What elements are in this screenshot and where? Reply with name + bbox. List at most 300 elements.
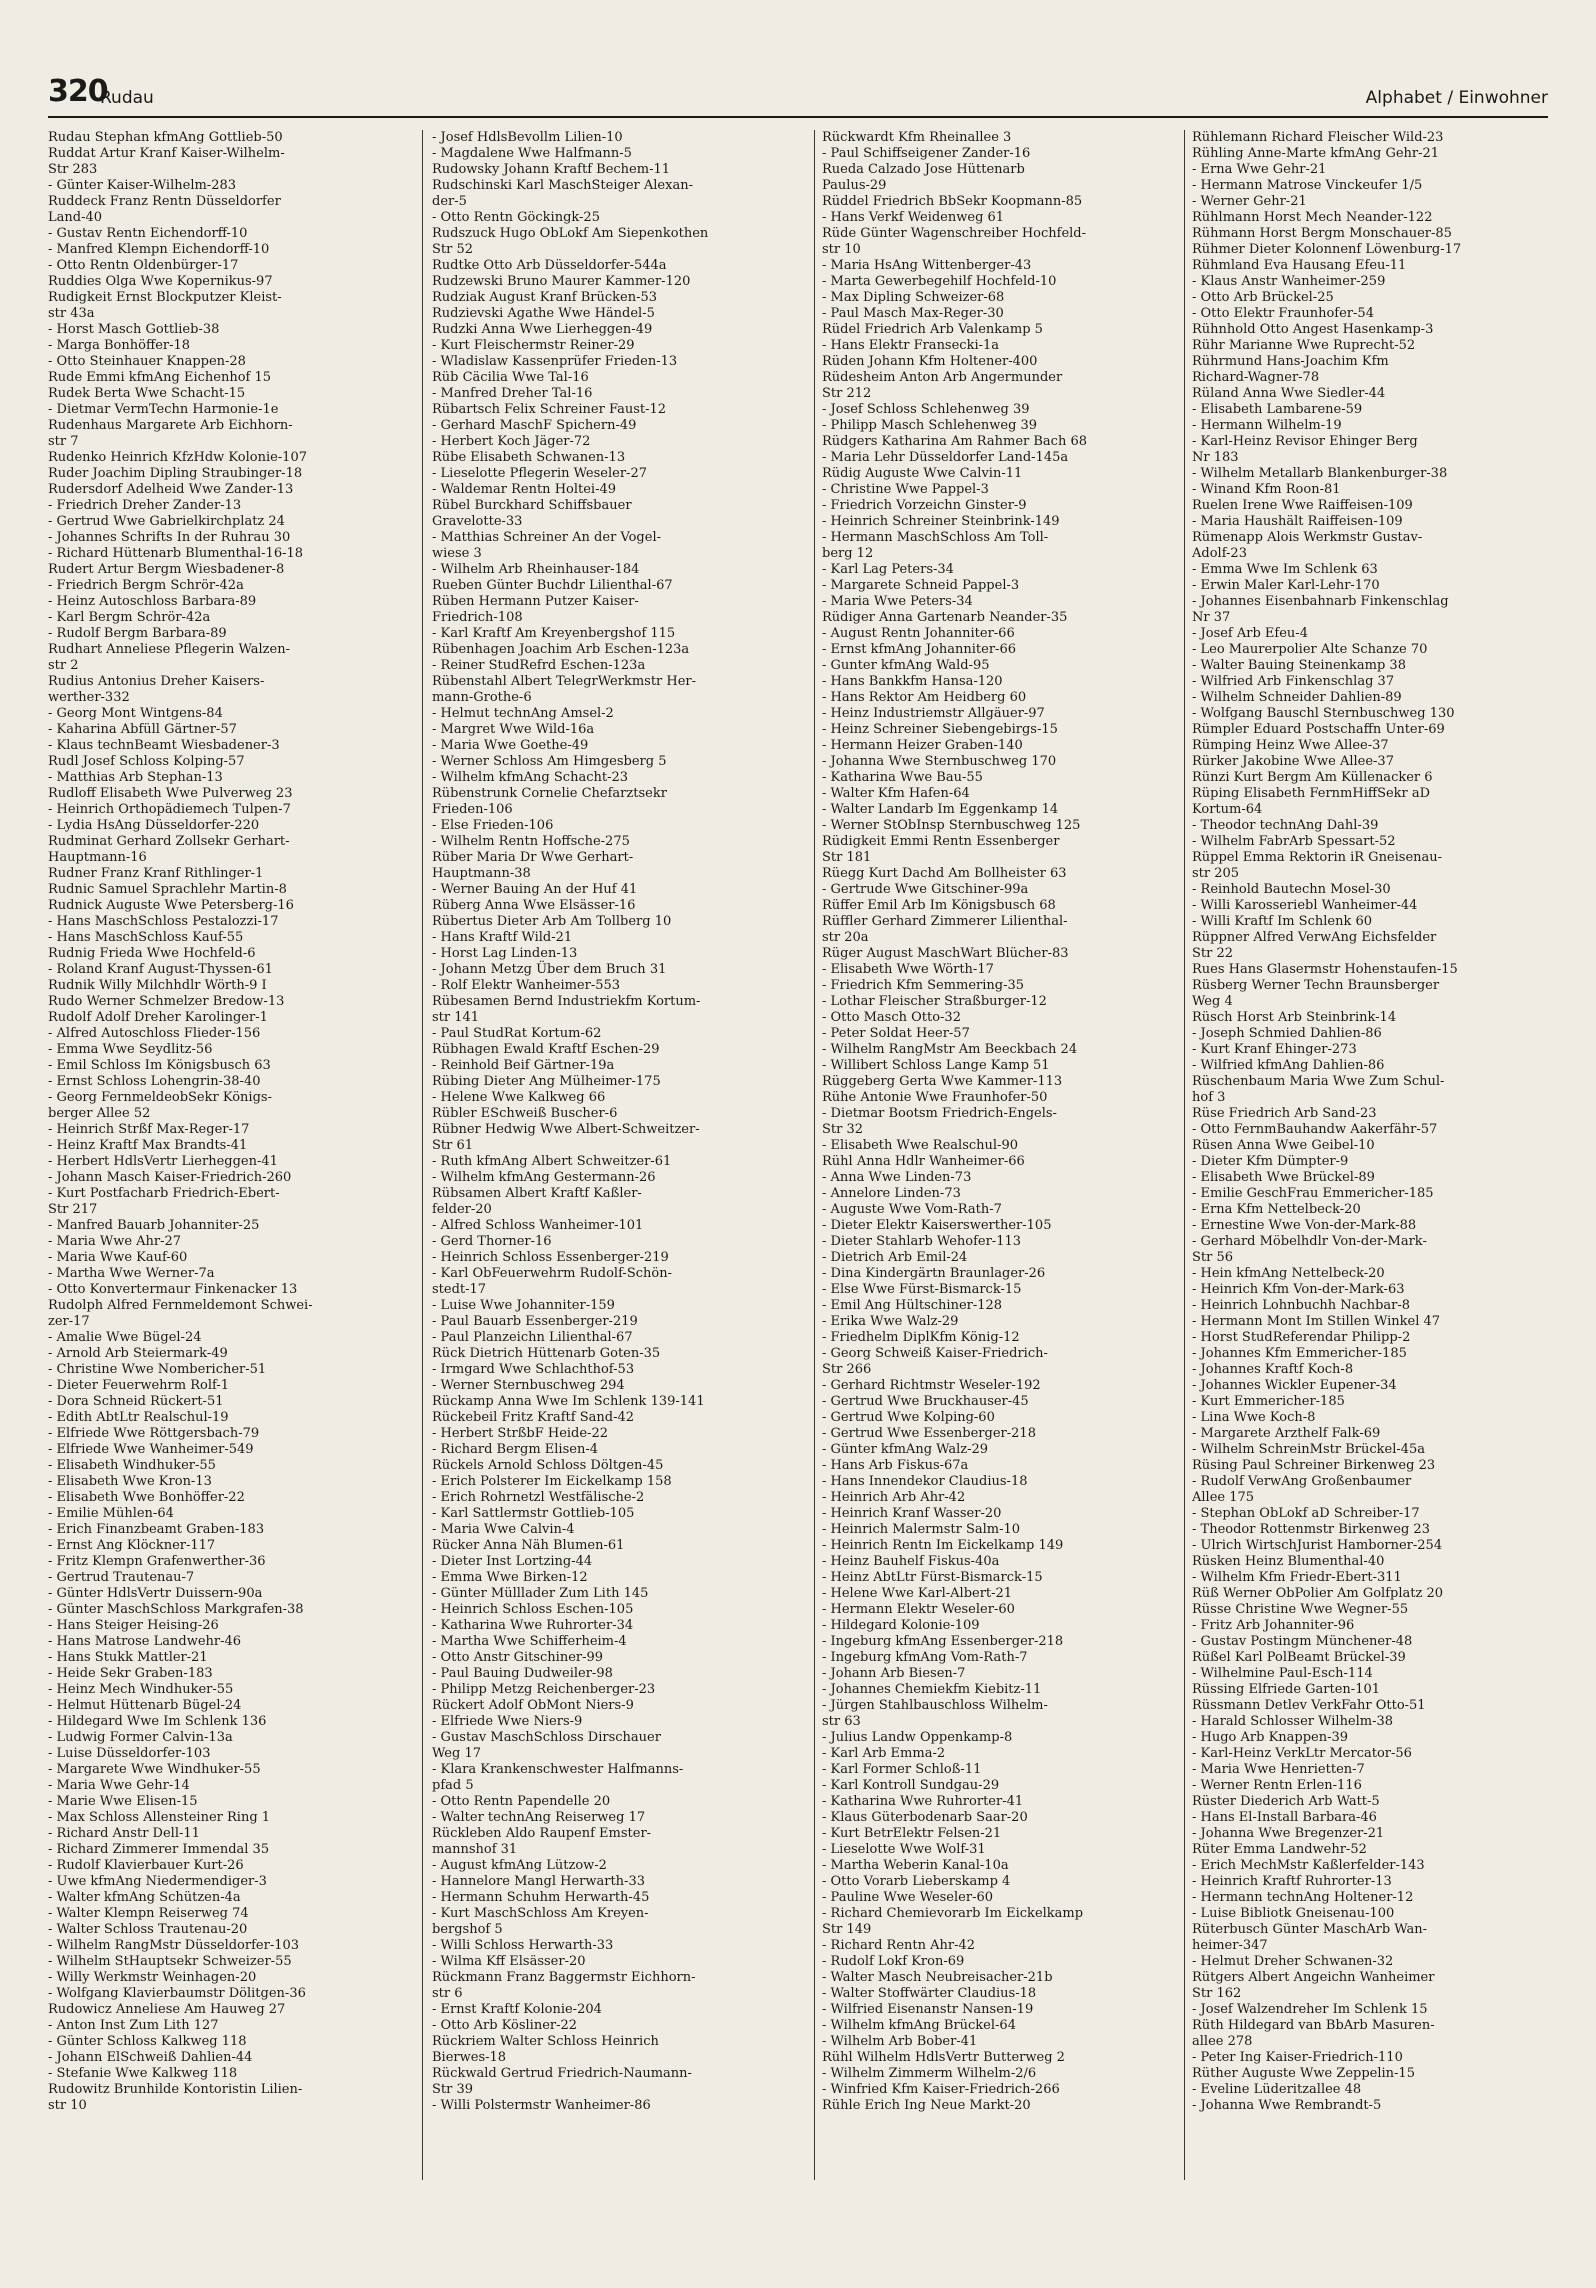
directory-entry: - Erich Polsterer Im Eickelkamp 158 (432, 1474, 672, 1489)
directory-entry: Rüger August MaschWart Blücher-83 (822, 946, 1069, 961)
directory-entry: - Wilhelm Zimmerm Wilhelm-2/6 (822, 2066, 1037, 2081)
directory-entry: Rückamp Anna Wwe Im Schlenk 139-141 (432, 1394, 705, 1409)
directory-entry: - Emma Wwe Seydlitz-56 (48, 1042, 213, 1057)
directory-entry: Rudnic Samuel Sprachlehr Martin-8 (48, 882, 287, 897)
directory-entry: Kortum-64 (1192, 802, 1263, 817)
directory-entry: - Erika Wwe Walz-29 (822, 1314, 959, 1329)
directory-entry: - Theodor technAng Dahl-39 (1192, 818, 1379, 833)
directory-entry: - Klara Krankenschwester Halfmanns- (432, 1762, 684, 1777)
directory-entry: - Gertrude Wwe Gitschiner-99a (822, 882, 1029, 897)
directory-entry: Rüdiger Anna Gartenarb Neander-35 (822, 610, 1068, 625)
directory-entry: - Wilhelmine Paul-Esch-114 (1192, 1666, 1373, 1681)
directory-entry: - Ingeburg kfmAng Vom-Rath-7 (822, 1650, 1028, 1665)
directory-entry: - Hans Bankkfm Hansa-120 (822, 674, 1003, 689)
directory-entry: - Matthias Schreiner An der Vogel- (432, 530, 661, 545)
directory-entry: - Maria Lehr Düsseldorfer Land-145a (822, 450, 1069, 465)
directory-entry: Paulus-29 (822, 178, 887, 193)
directory-entry: - Rudolf Lokf Kron-69 (822, 1954, 965, 1969)
directory-entry: - Walter kfmAng Schützen-4a (48, 1890, 241, 1905)
directory-entry: werther-332 (48, 690, 130, 705)
directory-entry: - Hugo Arb Knappen-39 (1192, 1730, 1349, 1745)
directory-entry: Allee 175 (1192, 1490, 1255, 1505)
directory-entry: Rüping Elisabeth FernmHiffSekr aD (1192, 786, 1431, 801)
directory-entry: Rürker Jakobine Wwe Allee-37 (1192, 754, 1394, 769)
directory-entry: - Dieter Stahlarb Wehofer-113 (822, 1234, 1022, 1249)
directory-entry: - Kurt BetrElektr Felsen-21 (822, 1826, 1002, 1841)
directory-entry: Rudnick Auguste Wwe Petersberg-16 (48, 898, 294, 913)
directory-entry: Rudersdorf Adelheid Wwe Zander-13 (48, 482, 294, 497)
directory-entry: - Friedrich Kfm Semmering-35 (822, 978, 1025, 993)
directory-entry: - Maria Wwe Gehr-14 (48, 1778, 190, 1793)
directory-entry: Rudenhaus Margarete Arb Eichhorn- (48, 418, 293, 433)
directory-entry: - Ingeburg kfmAng Essenberger-218 (822, 1634, 1064, 1649)
directory-entry: str 10 (822, 242, 861, 257)
directory-entry: - Gerhard Richtmstr Weseler-192 (822, 1378, 1041, 1393)
directory-entry: Rütgers Albert Angeichn Wanheimer (1192, 1970, 1435, 1985)
directory-entry: Rüffer Emil Arb Im Königsbusch 68 (822, 898, 1056, 913)
directory-entry: - Manfred Klempn Eichendorff-10 (48, 242, 270, 257)
directory-entry: - Herbert Koch Jäger-72 (432, 434, 591, 449)
directory-entry: str 6 (432, 1986, 463, 2001)
directory-entry: Rudert Artur Bergm Wiesbadener-8 (48, 562, 285, 577)
directory-entry: - Ulrich WirtschJurist Hamborner-254 (1192, 1538, 1443, 1553)
directory-entry: - Hein kfmAng Nettelbeck-20 (1192, 1266, 1385, 1281)
directory-entry: - Winand Kfm Roon-81 (1192, 482, 1341, 497)
directory-entry: - Philipp Metzg Reichenberger-23 (432, 1682, 656, 1697)
directory-entry: Rudowsky Johann Kraftf Bechem-11 (432, 162, 671, 177)
directory-entry: Str 22 (1192, 946, 1234, 961)
directory-entry: Rühl Wilhelm HdlsVertr Butterweg 2 (822, 2050, 1065, 2065)
directory-entry: - Klaus Anstr Wanheimer-259 (1192, 274, 1386, 289)
directory-entry: Rüster Diederich Arb Watt-5 (1192, 1794, 1380, 1809)
directory-entry: - Wolfgang Bauschl Sternbuschweg 130 (1192, 706, 1455, 721)
directory-entry: - Maria Wwe Kauf-60 (48, 1250, 188, 1265)
directory-entry: - Gerd Thorner-16 (432, 1234, 552, 1249)
directory-entry: - Heinrich Kraftf Ruhrorter-13 (1192, 1874, 1392, 1889)
directory-entry: - Reinhold Bautechn Mosel-30 (1192, 882, 1391, 897)
directory-entry: - Dieter Elektr Kaiserswerther-105 (822, 1218, 1052, 1233)
column-3 (822, 130, 1172, 2180)
directory-entry: Rückriem Walter Schloss Heinrich (432, 2034, 659, 2049)
directory-entry: - Otto Steinhauer Knappen-28 (48, 354, 246, 369)
directory-entry: - Emilie Mühlen-64 (48, 1506, 174, 1521)
directory-entry: - Wilfried kfmAng Dahlien-86 (1192, 1058, 1385, 1073)
directory-entry: - Erna Kfm Nettelbeck-20 (1192, 1202, 1361, 1217)
directory-entry: Nr 37 (1192, 610, 1231, 625)
directory-entry: - Werner Gehr-21 (1192, 194, 1307, 209)
directory-entry: - Heinrich Rentn Im Eickelkamp 149 (822, 1538, 1064, 1553)
directory-entry: - Kurt Fleischermstr Reiner-29 (432, 338, 635, 353)
directory-entry: - Emil Schloss Im Königsbusch 63 (48, 1058, 271, 1073)
directory-entry: - Walter Kfm Hafen-64 (822, 786, 970, 801)
directory-entry: - Dina Kindergärtn Braunlager-26 (822, 1266, 1046, 1281)
directory-entry: - Heinz AbtLtr Fürst-Bismarck-15 (822, 1570, 1043, 1585)
column-divider (422, 130, 423, 2180)
directory-entry: - Wolfgang Klavierbaumstr Dölitgen-36 (48, 1986, 306, 2001)
directory-entry: Rümping Heinz Wwe Allee-37 (1192, 738, 1389, 753)
directory-entry: - Max Dipling Schweizer-68 (822, 290, 1005, 305)
directory-entry: Richard-Wagner-78 (1192, 370, 1320, 385)
directory-entry: Rüppel Emma Rektorin iR Gneisenau- (1192, 850, 1443, 865)
directory-entry: - Wilfried Eisenanstr Nansen-19 (822, 2002, 1034, 2017)
directory-entry: - Werner Sternbuschweg 294 (432, 1378, 625, 1393)
directory-entry: - Friedrich Bergm Schrör-42a (48, 578, 244, 593)
directory-entry: - Ernst Kraftf Kolonie-204 (432, 2002, 602, 2017)
directory-entry: der-5 (432, 194, 467, 209)
directory-entry: - Heide Sekr Graben-183 (48, 1666, 213, 1681)
directory-entry: - Katharina Wwe Ruhrorter-34 (432, 1618, 634, 1633)
directory-entry: - Paul Planzeichn Lilienthal-67 (432, 1330, 633, 1345)
directory-entry: Rückels Arnold Schloss Döltgen-45 (432, 1458, 664, 1473)
directory-entry: - Klaus technBeamt Wiesbadener-3 (48, 738, 280, 753)
directory-entry: - Johann Metzg Über dem Bruch 31 (432, 962, 667, 977)
directory-entry: - Margarete Schneid Pappel-3 (822, 578, 1020, 593)
directory-entry: - Rudolf Klavierbauer Kurt-26 (48, 1858, 244, 1873)
directory-entry: - Rolf Elektr Wanheimer-553 (432, 978, 621, 993)
directory-entry: - Maria Haushält Raiffeisen-109 (1192, 514, 1403, 529)
directory-entry: - Erich Finanzbeamt Graben-183 (48, 1522, 265, 1537)
directory-entry: berger Allee 52 (48, 1106, 151, 1121)
column-1 (48, 130, 398, 2180)
directory-entry: - Dietmar Bootsm Friedrich-Engels- (822, 1106, 1057, 1121)
directory-entry: - Helene Wwe Kalkweg 66 (432, 1090, 606, 1105)
directory-entry: - Helene Wwe Karl-Albert-21 (822, 1586, 1013, 1601)
directory-entry: Rüdigkeit Emmi Rentn Essenberger (822, 834, 1060, 849)
directory-entry: - Hermann Elektr Weseler-60 (822, 1602, 1015, 1617)
directory-entry: Rüschenbaum Maria Wwe Zum Schul- (1192, 1074, 1445, 1089)
directory-entry: - Günter kfmAng Walz-29 (822, 1442, 989, 1457)
directory-entry: Rudius Antonius Dreher Kaisers- (48, 674, 265, 689)
directory-entry: Rudschinski Karl MaschSteiger Alexan- (432, 178, 693, 193)
directory-entry: Rübe Elisabeth Schwanen-13 (432, 450, 626, 465)
directory-entry: Rudzievski Agathe Wwe Händel-5 (432, 306, 655, 321)
directory-entry: - Heinz Kraftf Max Brandts-41 (48, 1138, 248, 1153)
directory-entry: - Wilfried Arb Finkenschlag 37 (1192, 674, 1395, 689)
directory-entry: - Hans MaschSchloss Kauf-55 (48, 930, 244, 945)
directory-entry: - Dora Schneid Rückert-51 (48, 1394, 224, 1409)
directory-entry: Rückwald Gertrud Friedrich-Naumann- (432, 2066, 692, 2081)
directory-entry: - Else Frieden-106 (432, 818, 554, 833)
directory-entry: - Joseph Schmied Dahlien-86 (1192, 1026, 1382, 1041)
directory-entry: - Karl-Heinz VerkLtr Mercator-56 (1192, 1746, 1412, 1761)
directory-entry: Rüegg Kurt Dachd Am Bollheister 63 (822, 866, 1067, 881)
directory-entry: - Georg FernmeldeobSekr Königs- (48, 1090, 272, 1105)
directory-entry: Adolf-23 (1192, 546, 1247, 561)
directory-entry: Rüsch Horst Arb Steinbrink-14 (1192, 1010, 1397, 1025)
directory-entry: Rüsen Anna Wwe Geibel-10 (1192, 1138, 1375, 1153)
directory-entry: heimer-347 (1192, 1938, 1268, 1953)
directory-entry: - Uwe kfmAng Niedermendiger-3 (48, 1874, 267, 1889)
directory-entry: - Ernestine Wwe Von-der-Mark-88 (1192, 1218, 1417, 1233)
directory-entry: Rühmann Horst Bergm Monschauer-85 (1192, 226, 1452, 241)
directory-entry: - Waldemar Rentn Holtei-49 (432, 482, 617, 497)
directory-entry: - Wilhelm Rentn Hoffsche-275 (432, 834, 630, 849)
directory-entry: - Manfred Dreher Tal-16 (432, 386, 593, 401)
directory-entry: wiese 3 (432, 546, 482, 561)
directory-entry: - Lina Wwe Koch-8 (1192, 1410, 1316, 1425)
column-4 (1192, 130, 1542, 2180)
directory-entry: Weg 4 (1192, 994, 1233, 1009)
directory-entry: Rudminat Gerhard Zollsekr Gerhart- (48, 834, 290, 849)
directory-entry: Rübsamen Albert Kraftf Kaßler- (432, 1186, 642, 1201)
directory-entry: - Hans Kraftf Wild-21 (432, 930, 573, 945)
directory-entry: - Hans Steiger Heising-26 (48, 1618, 219, 1633)
directory-entry: - Emil Ang Hültschiner-128 (822, 1298, 1003, 1313)
directory-entry: - Amalie Wwe Bügel-24 (48, 1330, 202, 1345)
directory-entry: - Willi Schloss Herwarth-33 (432, 1938, 614, 1953)
directory-entry: - Karl-Heinz Revisor Ehinger Berg (1192, 434, 1418, 449)
directory-entry: - Karl Sattlermstr Gottlieb-105 (432, 1506, 635, 1521)
directory-entry: - Kurt MaschSchloss Am Kreyen- (432, 1906, 649, 1921)
directory-entry: - Josef Walzendreher Im Schlenk 15 (1192, 2002, 1428, 2017)
directory-entry: - Margarete Wwe Windhuker-55 (48, 1762, 261, 1777)
directory-entry: - Gustav MaschSchloss Dirschauer (432, 1730, 661, 1745)
directory-entry: - Johann Masch Kaiser-Friedrich-260 (48, 1170, 292, 1185)
directory-entry: - Ludwig Former Calvin-13a (48, 1730, 233, 1745)
directory-entry: - Maria Wwe Henrietten-7 (1192, 1762, 1365, 1777)
directory-entry: Rüdig Auguste Wwe Calvin-11 (822, 466, 1023, 481)
directory-entry: stedt-17 (432, 1282, 487, 1297)
column-divider (814, 130, 815, 2180)
directory-entry: str 63 (822, 1714, 861, 1729)
directory-entry: bergshof 5 (432, 1922, 503, 1937)
directory-entry: - Irmgard Wwe Schlachthof-53 (432, 1362, 635, 1377)
directory-entry: - Heinrich Arb Ahr-42 (822, 1490, 966, 1505)
directory-entry: - Willibert Schloss Lange Kamp 51 (822, 1058, 1050, 1073)
directory-entry: Rudszuck Hugo ObLokf Am Siepenkothen (432, 226, 709, 241)
directory-entry: - Heinrich Schloss Eschen-105 (432, 1602, 634, 1617)
directory-entry: Rudzewski Bruno Maurer Kammer-120 (432, 274, 691, 289)
directory-entry: - Walter Landarb Im Eggenkamp 14 (822, 802, 1059, 817)
directory-entry: Rude Emmi kfmAng Eichenhof 15 (48, 370, 272, 385)
directory-entry: - Fritz Klempn Grafenwerther-36 (48, 1554, 266, 1569)
directory-entry: - Else Wwe Fürst-Bismarck-15 (822, 1282, 1022, 1297)
directory-entry: Rüberg Anna Wwe Elsässer-16 (432, 898, 636, 913)
directory-entry: - Heinz Schreiner Siebengebirgs-15 (822, 722, 1058, 737)
directory-entry: - Hans Matrose Landwehr-46 (48, 1634, 242, 1649)
directory-entry: - Auguste Wwe Vom-Rath-7 (822, 1202, 1002, 1217)
directory-entry: - Elfriede Wwe Röttgersbach-79 (48, 1426, 260, 1441)
directory-entry: Rühmland Eva Hausang Efeu-11 (1192, 258, 1407, 273)
directory-entry: - Elisabeth Wwe Wörth-17 (822, 962, 994, 977)
directory-entry: Rüber Maria Dr Wwe Gerhart- (432, 850, 634, 865)
directory-entry: - Lieselotte Wwe Wolf-31 (822, 1842, 986, 1857)
directory-entry: - Maria Wwe Ahr-27 (48, 1234, 182, 1249)
directory-entry: - Johanna Wwe Rembrandt-5 (1192, 2098, 1382, 2113)
directory-entry: Rühl Anna Hdlr Wanheimer-66 (822, 1154, 1025, 1169)
directory-entry: Rüsing Paul Schreiner Birkenweg 23 (1192, 1458, 1436, 1473)
directory-entry: Rüter Emma Landwehr-52 (1192, 1842, 1367, 1857)
directory-entry: - Luise Bibliotk Gneisenau-100 (1192, 1906, 1395, 1921)
directory-entry: - Ernst kfmAng Johanniter-66 (822, 642, 1016, 657)
directory-entry: - Elisabeth Wwe Bonhöffer-22 (48, 1490, 245, 1505)
running-title: Alphabet / Einwohner (1365, 88, 1548, 108)
directory-entry: Rüben Hermann Putzer Kaiser- (432, 594, 639, 609)
directory-entry: - Hildegard Wwe Im Schlenk 136 (48, 1714, 267, 1729)
directory-entry: - Josef Schloss Schlehenweg 39 (822, 402, 1030, 417)
directory-entry: Str 212 (822, 386, 872, 401)
directory-entry: Ruddies Olga Wwe Kopernikus-97 (48, 274, 273, 289)
directory-entry: - Johannes Chemiekfm Kiebitz-11 (822, 1682, 1042, 1697)
directory-entry: - Otto Arb Kösliner-22 (432, 2018, 578, 2033)
directory-entry: - Johannes Kfm Emmericher-185 (1192, 1346, 1407, 1361)
directory-entry: - Eveline Lüderitzallee 48 (1192, 2082, 1362, 2097)
directory-entry: Rühe Antonie Wwe Fraunhofer-50 (822, 1090, 1048, 1105)
directory-entry: - Dieter Feuerwehrm Rolf-1 (48, 1378, 229, 1393)
directory-entry: Rudigkeit Ernst Blockputzer Kleist- (48, 290, 282, 305)
directory-entry: Rühnhold Otto Angest Hasenkamp-3 (1192, 322, 1434, 337)
directory-entry: Rühmer Dieter Kolonnenf Löwenburg-17 (1192, 242, 1462, 257)
directory-entry: - Helmut Hüttenarb Bügel-24 (48, 1698, 242, 1713)
directory-entry: - Paul Schiffseigener Zander-16 (822, 146, 1031, 161)
directory-entry: Rüssmann Detlev VerkFahr Otto-51 (1192, 1698, 1426, 1713)
directory-entry: Rüdesheim Anton Arb Angermunder (822, 370, 1063, 385)
directory-entry: - Harald Schlosser Wilhelm-38 (1192, 1714, 1394, 1729)
directory-entry: Rübartsch Felix Schreiner Faust-12 (432, 402, 667, 417)
directory-entry: Str 56 (1192, 1250, 1234, 1265)
directory-entry: Friedrich-108 (432, 610, 523, 625)
directory-entry: - Pauline Wwe Weseler-60 (822, 1890, 993, 1905)
directory-entry: - Jürgen Stahlbauschloss Wilhelm- (822, 1698, 1048, 1713)
directory-entry: - Julius Landw Oppenkamp-8 (822, 1730, 1013, 1745)
section-name: Rudau (100, 88, 154, 108)
directory-entry: - Gustav Postingm Münchener-48 (1192, 1634, 1413, 1649)
directory-entry: - Alfred Autoschloss Flieder-156 (48, 1026, 261, 1041)
directory-entry: - Anna Wwe Linden-73 (822, 1170, 972, 1185)
directory-entry: Rümpler Eduard Postschaffn Unter-69 (1192, 722, 1445, 737)
directory-entry: Rüdel Friedrich Arb Valenkamp 5 (822, 322, 1043, 337)
directory-entry: - Christine Wwe Pappel-3 (822, 482, 989, 497)
directory-entry: - Gertrud Wwe Bruckhauser-45 (822, 1394, 1029, 1409)
directory-entry: - Hermann Schuhm Herwarth-45 (432, 1890, 650, 1905)
directory-entry: - Peter Soldat Heer-57 (822, 1026, 970, 1041)
directory-entry: - Rudolf Bergm Barbara-89 (48, 626, 227, 641)
directory-entry: - Elisabeth Wwe Kron-13 (48, 1474, 212, 1489)
directory-entry: - Willy Werkmstr Weinhagen-20 (48, 1970, 257, 1985)
directory-entry: - Richard Hüttenarb Blumenthal-16-18 (48, 546, 304, 561)
directory-entry: - Friedrich Dreher Zander-13 (48, 498, 242, 513)
directory-entry: - Herbert HdlsVertr Lierheggen-41 (48, 1154, 278, 1169)
directory-entry: - Wilhelm Arb Bober-41 (822, 2034, 978, 2049)
directory-entry: Rudl Josef Schloss Kolping-57 (48, 754, 245, 769)
directory-entry: Str 181 (822, 850, 872, 865)
directory-entry: Rüddel Friedrich BbSekr Koopmann-85 (822, 194, 1083, 209)
directory-entry: - Erna Wwe Gehr-21 (1192, 162, 1327, 177)
directory-entry: - Hans Verkf Weidenweg 61 (822, 210, 1005, 225)
directory-entry: - Otto Arb Brückel-25 (1192, 290, 1334, 305)
directory-entry: - Dietmar VermTechn Harmonie-1e (48, 402, 279, 417)
directory-entry: - Johann ElSchweiß Dahlien-44 (48, 2050, 253, 2065)
directory-entry: - Ruth kfmAng Albert Schweitzer-61 (432, 1154, 672, 1169)
directory-entry: - Margret Wwe Wild-16a (432, 722, 595, 737)
directory-entry: Rüffler Gerhard Zimmerer Lilienthal- (822, 914, 1068, 929)
directory-entry: - Richard Chemievorarb Im Eickelkamp (822, 1906, 1084, 1921)
directory-entry: - Edith AbtLtr Realschul-19 (48, 1410, 229, 1425)
directory-entry: - Manfred Bauarb Johanniter-25 (48, 1218, 260, 1233)
directory-entry: - Reinhold Beif Gärtner-19a (432, 1058, 615, 1073)
directory-entry: - Horst Masch Gottlieb-38 (48, 322, 220, 337)
directory-entry: Gravelotte-33 (432, 514, 523, 529)
directory-entry: Rudner Franz Kranf Rithlinger-1 (48, 866, 264, 881)
directory-entry: felder-20 (432, 1202, 492, 1217)
directory-entry: - Herbert StrßbF Heide-22 (432, 1426, 608, 1441)
directory-entry: Rudziak August Kranf Brücken-53 (432, 290, 658, 305)
directory-entry: Rüterbusch Günter MaschArb Wan- (1192, 1922, 1428, 1937)
directory-entry: - Elfriede Wwe Wanheimer-549 (48, 1442, 254, 1457)
directory-entry: - Friedrich Vorzeichn Ginster-9 (822, 498, 1027, 513)
directory-entry: str 141 (432, 1010, 480, 1025)
directory-entry: Ruddat Artur Kranf Kaiser-Wilhelm- (48, 146, 285, 161)
directory-entry: - Werner Rentn Erlen-116 (1192, 1778, 1362, 1793)
directory-entry: - Otto Rentn Papendelle 20 (432, 1794, 611, 1809)
directory-entry: Rudenko Heinrich KfzHdw Kolonie-107 (48, 450, 307, 465)
directory-entry: - Marie Wwe Elisen-15 (48, 1794, 198, 1809)
directory-entry: - Wilhelm Metallarb Blankenburger-38 (1192, 466, 1448, 481)
directory-entry: - Magdalene Wwe Halfmann-5 (432, 146, 632, 161)
directory-entry: - Karl Kontroll Sundgau-29 (822, 1778, 1000, 1793)
directory-entry: - Hans MaschSchloss Pestalozzi-17 (48, 914, 279, 929)
directory-entry: - Heinrich Malermstr Salm-10 (822, 1522, 1021, 1537)
directory-entry: - Josef Arb Efeu-4 (1192, 626, 1308, 641)
directory-entry: str 20a (822, 930, 869, 945)
directory-entry: Rüsken Heinz Blumenthal-40 (1192, 1554, 1385, 1569)
directory-entry: - Elisabeth Wwe Realschul-90 (822, 1138, 1018, 1153)
directory-entry: - Marta Gewerbegehilf Hochfeld-10 (822, 274, 1057, 289)
directory-entry: - Johannes Kraftf Koch-8 (1192, 1362, 1354, 1377)
directory-entry: pfad 5 (432, 1778, 474, 1793)
directory-entry: - Heinz Autoschloss Barbara-89 (48, 594, 257, 609)
directory-entry: - Kurt Postfacharb Friedrich-Ebert- (48, 1186, 280, 1201)
directory-entry: - Emilie GeschFrau Emmericher-185 (1192, 1186, 1434, 1201)
directory-entry: - Maria Wwe Calvin-4 (432, 1522, 575, 1537)
directory-entry: - Martha Weberin Kanal-10a (822, 1858, 1009, 1873)
directory-entry: Rüb Cäcilia Wwe Tal-16 (432, 370, 589, 385)
directory-entry: Rueben Günter Buchdr Lilienthal-67 (432, 578, 673, 593)
directory-entry: - Wilma Kff Elsässer-20 (432, 1954, 586, 1969)
directory-entry: Nr 183 (1192, 450, 1239, 465)
directory-entry: - Otto Anstr Gitschiner-99 (432, 1650, 604, 1665)
directory-entry: Rührmund Hans-Joachim Kfm (1192, 354, 1389, 369)
directory-entry: Str 162 (1192, 1986, 1242, 2001)
directory-entry: - Leo Maurerpolier Alte Schanze 70 (1192, 642, 1428, 657)
directory-entry: - Werner StObInsp Sternbuschweg 125 (822, 818, 1081, 833)
directory-entry: - Wilhelm Arb Rheinhauser-184 (432, 562, 640, 577)
directory-entry: - Wladislaw Kassenprüfer Frieden-13 (432, 354, 678, 369)
directory-entry: - Richard Zimmerer Immendal 35 (48, 1842, 270, 1857)
directory-entry: - Georg Schweiß Kaiser-Friedrich- (822, 1346, 1048, 1361)
directory-entry: - Walter Schloss Trautenau-20 (48, 1922, 248, 1937)
directory-entry: Ruddeck Franz Rentn Düsseldorfer (48, 194, 281, 209)
directory-entry: - Johanna Wwe Bregenzer-21 (1192, 1826, 1385, 1841)
directory-entry: - August Rentn Johanniter-66 (822, 626, 1015, 641)
directory-entry: Rückebeil Fritz Kraftf Sand-42 (432, 1410, 635, 1425)
directory-entry: Rudo Werner Schmelzer Bredow-13 (48, 994, 285, 1009)
directory-entry: Rübenstahl Albert TelegrWerkmstr Her- (432, 674, 697, 689)
directory-entry: - Walter Masch Neubreisacher-21b (822, 1970, 1053, 1985)
directory-entry: - Josef HdlsBevollm Lilien-10 (432, 130, 623, 145)
directory-entry: - Gerhard MaschF Spichern-49 (432, 418, 637, 433)
directory-entry: - Helmut technAng Amsel-2 (432, 706, 614, 721)
page-header (48, 72, 1548, 118)
directory-entry: - Wilhelm kfmAng Gestermann-26 (432, 1170, 656, 1185)
directory-entry: allee 278 (1192, 2034, 1253, 2049)
directory-entry: - Heinrich Strßf Max-Reger-17 (48, 1122, 250, 1137)
directory-entry: Str 217 (48, 1202, 98, 1217)
directory-entry: - Werner Schloss Am Himgesberg 5 (432, 754, 667, 769)
directory-entry: - Ernst Schloss Lohengrin-38-40 (48, 1074, 261, 1089)
directory-entry: Rühle Erich Ing Neue Markt-20 (822, 2098, 1031, 2113)
directory-entry: - Elisabeth Wwe Brückel-89 (1192, 1170, 1375, 1185)
